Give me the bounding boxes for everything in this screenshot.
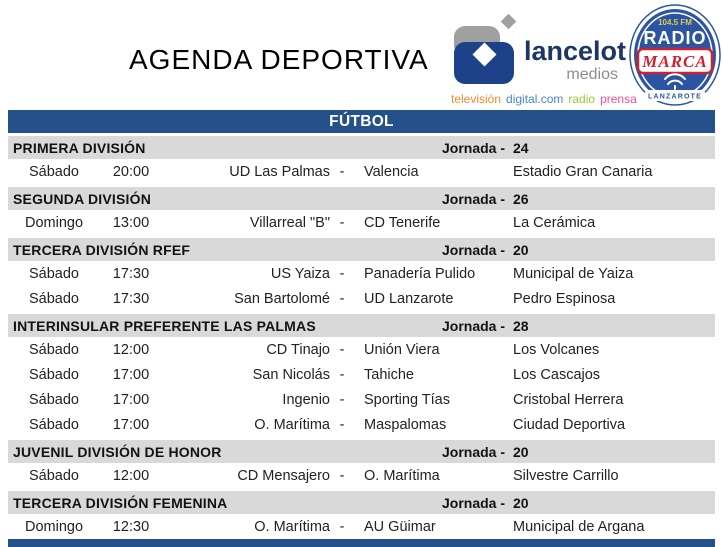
division-section — [8, 136, 715, 184]
match-venue: La Cerámica — [513, 214, 596, 231]
match-time: 20:00 — [112, 163, 150, 180]
match-row — [8, 337, 715, 362]
match-row — [8, 210, 715, 235]
vs-separator: - — [339, 341, 345, 358]
division-title: SEGUNDA DIVISIÓN — [13, 190, 152, 207]
match-row — [8, 412, 715, 437]
vs-separator: - — [339, 290, 345, 307]
next-category-bar-partial — [8, 539, 715, 547]
home-team: San Nicolás — [252, 366, 330, 383]
marca-wordmark: MARCA — [642, 52, 708, 71]
match-venue: Silvestre Carrillo — [513, 467, 619, 484]
match-day: Sábado — [29, 163, 79, 180]
home-team: O. Marítima — [254, 518, 330, 535]
fixtures-table — [8, 110, 715, 547]
match-day: Sábado — [29, 416, 79, 433]
match-day: Domingo — [24, 518, 84, 535]
match-venue: Los Cascajos — [513, 366, 601, 383]
match-row — [8, 261, 715, 286]
match-row — [8, 387, 715, 412]
match-venue: Municipal de Argana — [513, 518, 645, 535]
division-section — [8, 314, 715, 437]
match-venue: Municipal de Yaiza — [513, 265, 634, 282]
match-time: 17:00 — [112, 391, 150, 408]
match-day: Sábado — [29, 366, 79, 383]
match-row — [8, 362, 715, 387]
vs-separator: - — [339, 416, 345, 433]
vs-separator: - — [339, 265, 345, 282]
match-row — [8, 463, 715, 488]
vs-separator: - — [339, 467, 345, 484]
away-team: Panadería Pulido — [364, 265, 476, 282]
jornada-label: Jornada - — [441, 190, 505, 207]
tagline-prensa: prensa — [600, 92, 637, 106]
vs-separator: - — [339, 518, 345, 535]
home-team: San Bartolomé — [234, 290, 330, 307]
jornada-label: Jornada - — [441, 241, 505, 258]
lancelot-tagline — [451, 92, 637, 106]
page-title: AGENDA DEPORTIVA — [129, 44, 429, 75]
match-day: Domingo — [24, 214, 84, 231]
division-section — [8, 440, 715, 488]
division-section — [8, 187, 715, 235]
marca-place-label: LANZAROTE — [648, 93, 702, 101]
away-team: CD Tenerife — [364, 214, 441, 231]
division-section — [8, 491, 715, 539]
jornada-number: 26 — [513, 190, 529, 207]
match-time: 12:30 — [112, 518, 150, 535]
category-bar: FÚTBOL — [8, 110, 715, 133]
match-venue: Pedro Espinosa — [513, 290, 616, 307]
away-team: Sporting Tías — [364, 391, 450, 408]
division-title: JUVENIL DIVISIÓN DE HONOR — [13, 443, 222, 460]
vs-separator: - — [339, 163, 345, 180]
home-team: Ingenio — [282, 391, 330, 408]
match-day: Sábado — [29, 290, 79, 307]
radio-marca-logo — [629, 4, 721, 111]
match-venue: Cristobal Herrera — [513, 391, 624, 408]
marca-radio-label: RADIO — [643, 28, 707, 48]
match-day: Sábado — [29, 467, 79, 484]
match-time: 17:30 — [112, 265, 150, 282]
jornada-label: Jornada - — [441, 139, 505, 156]
home-team: CD Tinajo — [266, 341, 330, 358]
away-team: Maspalomas — [364, 416, 447, 433]
lancelot-medios-label: medios — [566, 66, 618, 83]
lancelot-mark-icon — [450, 14, 520, 90]
section-header — [8, 314, 715, 337]
match-row — [8, 286, 715, 311]
match-day: Sábado — [29, 341, 79, 358]
vs-separator: - — [339, 214, 345, 231]
away-team: Unión Viera — [364, 341, 440, 358]
jornada-number: 20 — [513, 494, 529, 511]
away-team: O. Marítima — [364, 467, 440, 484]
home-team: Villarreal "B" — [249, 214, 330, 231]
jornada-label: Jornada - — [441, 494, 505, 511]
match-venue: Estadio Gran Canaria — [513, 163, 653, 180]
lancelot-logo — [450, 10, 627, 90]
home-team: CD Mensajero — [237, 467, 330, 484]
tagline-digital: digital.com — [506, 92, 564, 106]
away-team: Tahiche — [364, 366, 414, 383]
division-title: INTERINSULAR PREFERENTE LAS PALMAS — [13, 317, 316, 334]
match-time: 12:00 — [112, 341, 150, 358]
jornada-number: 20 — [513, 443, 529, 460]
marca-frequency: 104.5 FM — [658, 18, 692, 27]
match-time: 17:00 — [112, 366, 150, 383]
match-day: Sábado — [29, 265, 79, 282]
away-team: UD Lanzarote — [364, 290, 454, 307]
section-header — [8, 440, 715, 463]
match-day: Sábado — [29, 391, 79, 408]
tagline-television: televisión — [451, 92, 502, 106]
division-title: TERCERA DIVISIÓN FEMENINA — [13, 494, 228, 511]
section-header — [8, 238, 715, 261]
vs-separator: - — [339, 366, 345, 383]
jornada-number: 20 — [513, 241, 529, 258]
match-time: 17:30 — [112, 290, 150, 307]
tagline-radio: radio — [568, 92, 596, 106]
jornada-number: 24 — [513, 139, 529, 156]
vs-separator: - — [339, 391, 345, 408]
home-team: UD Las Palmas — [229, 163, 330, 180]
match-row — [8, 159, 715, 184]
away-team: Valencia — [364, 163, 419, 180]
jornada-number: 28 — [513, 317, 529, 334]
match-row — [8, 514, 715, 539]
section-header — [8, 187, 715, 210]
division-title: TERCERA DIVISIÓN RFEF — [13, 241, 191, 258]
section-header — [8, 491, 715, 514]
match-time: 12:00 — [112, 467, 150, 484]
lancelot-wordmark: lancelot — [524, 36, 627, 66]
section-header — [8, 136, 715, 159]
sections-container — [8, 136, 715, 539]
jornada-label: Jornada - — [441, 317, 505, 334]
match-time: 13:00 — [112, 214, 150, 231]
match-venue: Ciudad Deportiva — [513, 416, 626, 433]
home-team: US Yaiza — [270, 265, 330, 282]
match-venue: Los Volcanes — [513, 341, 600, 358]
division-section — [8, 238, 715, 311]
away-team: AU Güimar — [364, 518, 436, 535]
jornada-label: Jornada - — [441, 443, 505, 460]
home-team: O. Marítima — [254, 416, 330, 433]
division-title: PRIMERA DIVISIÓN — [13, 139, 146, 156]
match-time: 17:00 — [112, 416, 150, 433]
